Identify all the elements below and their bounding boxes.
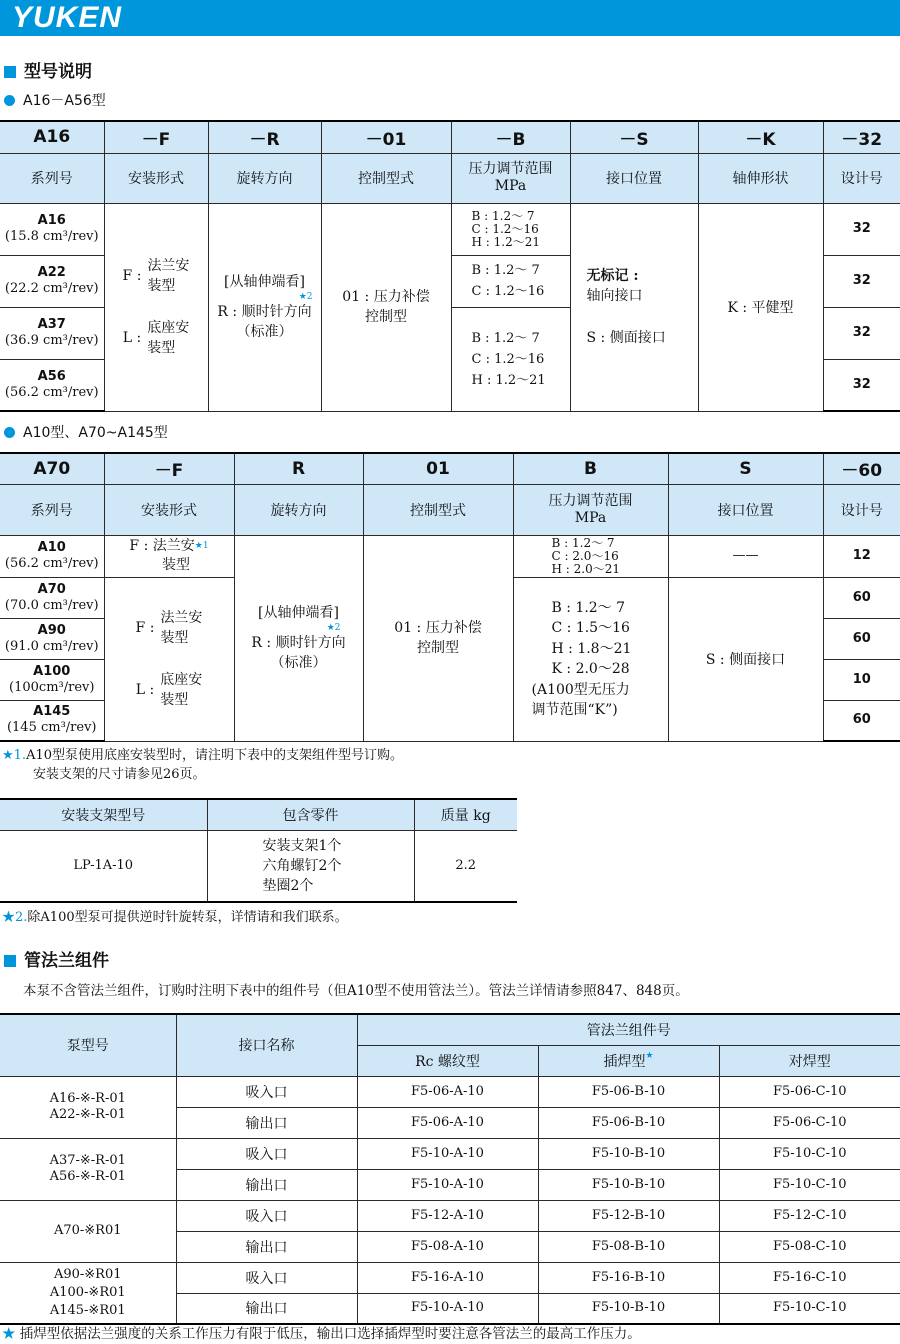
flange-port-name: 输出口	[176, 1169, 357, 1200]
design-number-cell: 60	[823, 700, 900, 741]
series-cell: A56 (56.2 cm³/rev)	[0, 359, 104, 411]
model-code-table-a10-a70-a145	[0, 452, 900, 742]
star-icon: ★	[2, 1326, 16, 1342]
flange-pump-model: A37-※-R-01 A56-※-R-01	[0, 1138, 176, 1200]
flange-code: F5-08-B-10	[538, 1231, 719, 1262]
yuken-logo: YUKEN	[12, 1, 123, 34]
flange-header-pump: 泵型号	[0, 1014, 176, 1076]
model-code-table-a16-a56	[0, 120, 900, 412]
bracket-header-parts: 包含零件	[207, 799, 414, 830]
flange-code: F5-10-A-10	[357, 1169, 538, 1200]
flange-port-name: 输出口	[176, 1293, 357, 1324]
flange-pump-model: A90-※R01 A100-※R01 A145-※R01	[0, 1262, 176, 1324]
port-position-cell: 无标记 : 轴向接口 S : 侧面接口	[570, 203, 698, 411]
star-1-icon: ★1	[194, 541, 209, 551]
code-shaft: －K	[698, 121, 823, 153]
star-2-icon: ★2	[326, 623, 341, 633]
series-cell: A16 (15.8 cm³/rev)	[0, 203, 104, 255]
header-mount: 安装形式	[104, 153, 208, 203]
code-pressure: －B	[451, 121, 570, 153]
flange-code: F5-10-A-10	[357, 1293, 538, 1324]
flange-code: F5-10-A-10	[357, 1138, 538, 1169]
header-series: 系列号	[0, 484, 104, 535]
series-cell: A22 (22.2 cm³/rev)	[0, 255, 104, 307]
design-number-cell: 32	[823, 359, 900, 411]
code-control: －01	[321, 121, 451, 153]
code-series: A16	[0, 121, 104, 153]
header-control: 控制型式	[321, 153, 451, 203]
bracket-header-model: 安装支架型号	[0, 799, 207, 830]
flange-port-name: 吸入口	[176, 1076, 357, 1107]
code-port: S	[668, 453, 823, 484]
flange-port-name: 吸入口	[176, 1138, 357, 1169]
header-pressure: 压力调节范围 MPa	[513, 484, 668, 535]
code-design: －32	[823, 121, 900, 153]
dot-bullet-icon	[4, 95, 15, 106]
design-number-cell: 60	[823, 577, 900, 618]
header-bar	[0, 0, 900, 36]
flange-code: F5-16-C-10	[719, 1262, 900, 1293]
flange-code: F5-06-A-10	[357, 1076, 538, 1107]
flange-code: F5-08-A-10	[357, 1231, 538, 1262]
flange-port-name: 吸入口	[176, 1262, 357, 1293]
mount-type-a10-cell: F : 法兰安$^{★1}$ 装型	[104, 535, 234, 577]
code-rotation: R	[234, 453, 363, 484]
header-shaft: 轴伸形状	[698, 153, 823, 203]
series-cell: A10 (56.2 cm³/rev)	[0, 535, 104, 577]
mount-type-cell: F : 法兰安 装型 L : 底座安 装型	[104, 577, 234, 741]
square-bullet-icon	[4, 66, 16, 78]
flange-code: F5-08-C-10	[719, 1231, 900, 1262]
pressure-range-a10-cell: B : 1.2～ 7 C : 2.0～16 H : 2.0～21	[513, 535, 668, 577]
port-position-a10-cell: ——	[668, 535, 823, 577]
mount-type-cell: F : 法兰安 装型 L : 底座安 装型	[104, 203, 208, 411]
star-2-icon: ★2.	[2, 910, 28, 925]
flange-code: F5-16-A-10	[357, 1262, 538, 1293]
design-number-cell: 32	[823, 203, 900, 255]
flange-code: F5-10-B-10	[538, 1138, 719, 1169]
control-type-cell: 01 : 压力补偿 控制型	[363, 535, 513, 741]
rotation-cell: [从轴伸端看] ★2 R : 顺时针方向 （标准）	[208, 203, 321, 411]
flange-code: F5-06-B-10	[538, 1076, 719, 1107]
flange-code: F5-10-B-10	[538, 1169, 719, 1200]
code-mount: －F	[104, 453, 234, 484]
flange-header-socket: 插焊型★	[538, 1045, 719, 1076]
design-number-cell: 60	[823, 618, 900, 659]
flange-code: F5-06-B-10	[538, 1107, 719, 1138]
header-control: 控制型式	[363, 484, 513, 535]
code-port: －S	[570, 121, 698, 153]
flange-pump-model: A16-※-R-01 A22-※-R-01	[0, 1076, 176, 1138]
star-icon: ★	[645, 1050, 654, 1061]
header-pressure: 压力调节范围 MPa	[451, 153, 570, 203]
bracket-header-mass: 质量 kg	[414, 799, 517, 830]
header-port: 接口位置	[668, 484, 823, 535]
note-2: ★2.除A100型泵可提供逆时针旋转泵，详情请和我们联系。	[2, 910, 348, 925]
flange-port-name: 输出口	[176, 1231, 357, 1262]
flange-code: F5-10-C-10	[719, 1138, 900, 1169]
header-design: 设计号	[823, 153, 900, 203]
series-cell: A90 (91.0 cm³/rev)	[0, 618, 104, 659]
flange-description: 本泵不含管法兰组件，订购时注明下表中的组件号（但A10型不使用管法兰）。管法兰详情请参照847、848页。	[23, 983, 689, 999]
section-title-flange: 管法兰组件	[4, 950, 109, 972]
flange-port-name: 输出口	[176, 1107, 357, 1138]
design-number-cell: 12	[823, 535, 900, 577]
code-pressure: B	[513, 453, 668, 484]
bracket-parts: 安装支架1个 六角螺钉2个 垫圈2个	[207, 830, 414, 902]
header-mount: 安装形式	[104, 484, 234, 535]
flange-code: F5-10-B-10	[538, 1293, 719, 1324]
flange-code: F5-06-A-10	[357, 1107, 538, 1138]
pressure-range-cell: B : 1.2～ 7 C : 1.2～16 H : 1.2～21	[451, 307, 570, 411]
code-control: 01	[363, 453, 513, 484]
pressure-range-cell: B : 1.2～ 7 C : 1.2～16 H : 1.2～21	[451, 203, 570, 255]
header-series: 系列号	[0, 153, 104, 203]
code-mount: －F	[104, 121, 208, 153]
flange-port-name: 吸入口	[176, 1200, 357, 1231]
note-1: ★1.A10型泵使用底座安装型时，请注明下表中的支架组件型号订购。 安装支架的尺寸请参见26页。	[2, 748, 403, 782]
shaft-shape-cell: K : 平健型	[698, 203, 823, 411]
bracket-mass: 2.2	[414, 830, 517, 902]
pressure-range-cell: B : 1.2～ 7 C : 1.5～16 H : 1.8～21 K : 2.0～28 (A100型无压力 调节范围“K”)	[513, 577, 668, 741]
note-3: ★ 插焊型依据法兰强度的关系工作压力有限于低压，输出口选择插焊型时要注意各管法兰的最高工作压力。	[2, 1326, 641, 1342]
flange-header-butt: 对焊型	[719, 1045, 900, 1076]
star-1-icon: ★1.	[2, 748, 27, 763]
header-rotation: 旋转方向	[234, 484, 363, 535]
flange-header-rc: Rc 螺纹型	[357, 1045, 538, 1076]
design-number-cell: 10	[823, 659, 900, 700]
rotation-cell: [从轴伸端看] ★2 R : 顺时针方向 （标准）	[234, 535, 363, 741]
flange-code: F5-12-C-10	[719, 1200, 900, 1231]
flange-code: F5-16-B-10	[538, 1262, 719, 1293]
control-type-cell: 01 : 压力补偿 控制型	[321, 203, 451, 411]
flange-header-group: 管法兰组件号	[357, 1014, 900, 1045]
flange-code: F5-10-C-10	[719, 1169, 900, 1200]
series-cell: A145 (145 cm³/rev)	[0, 700, 104, 741]
header-design: 设计号	[823, 484, 900, 535]
bracket-table	[0, 798, 517, 903]
subtitle-a10-a70-a145: A10型、A70~A145型	[4, 423, 168, 443]
pressure-range-cell: B : 1.2～ 7 C : 1.2～16	[451, 255, 570, 307]
header-port: 接口位置	[570, 153, 698, 203]
subtitle-a16-a56: A16－A56型	[4, 91, 106, 111]
square-bullet-icon	[4, 955, 16, 967]
dot-bullet-icon	[4, 427, 15, 438]
code-design: －60	[823, 453, 900, 484]
design-number-cell: 32	[823, 255, 900, 307]
flange-code: F5-12-A-10	[357, 1200, 538, 1231]
bracket-model: LP-1A-10	[0, 830, 207, 902]
code-series: A70	[0, 453, 104, 484]
code-rotation: －R	[208, 121, 321, 153]
design-number-cell: 32	[823, 307, 900, 359]
header-rotation: 旋转方向	[208, 153, 321, 203]
flange-code: F5-06-C-10	[719, 1076, 900, 1107]
series-cell: A100 (100cm³/rev)	[0, 659, 104, 700]
port-position-cell: S : 侧面接口	[668, 577, 823, 741]
flange-header-port: 接口名称	[176, 1014, 357, 1076]
flange-code: F5-10-C-10	[719, 1293, 900, 1324]
star-2-icon: ★2	[298, 292, 313, 302]
series-cell: A37 (36.9 cm³/rev)	[0, 307, 104, 359]
flange-code: F5-06-C-10	[719, 1107, 900, 1138]
section-title-model: 型号说明	[4, 61, 92, 83]
flange-pump-model: A70-※R01	[0, 1200, 176, 1262]
flange-kit-table	[0, 1013, 900, 1325]
series-cell: A70 (70.0 cm³/rev)	[0, 577, 104, 618]
flange-code: F5-12-B-10	[538, 1200, 719, 1231]
